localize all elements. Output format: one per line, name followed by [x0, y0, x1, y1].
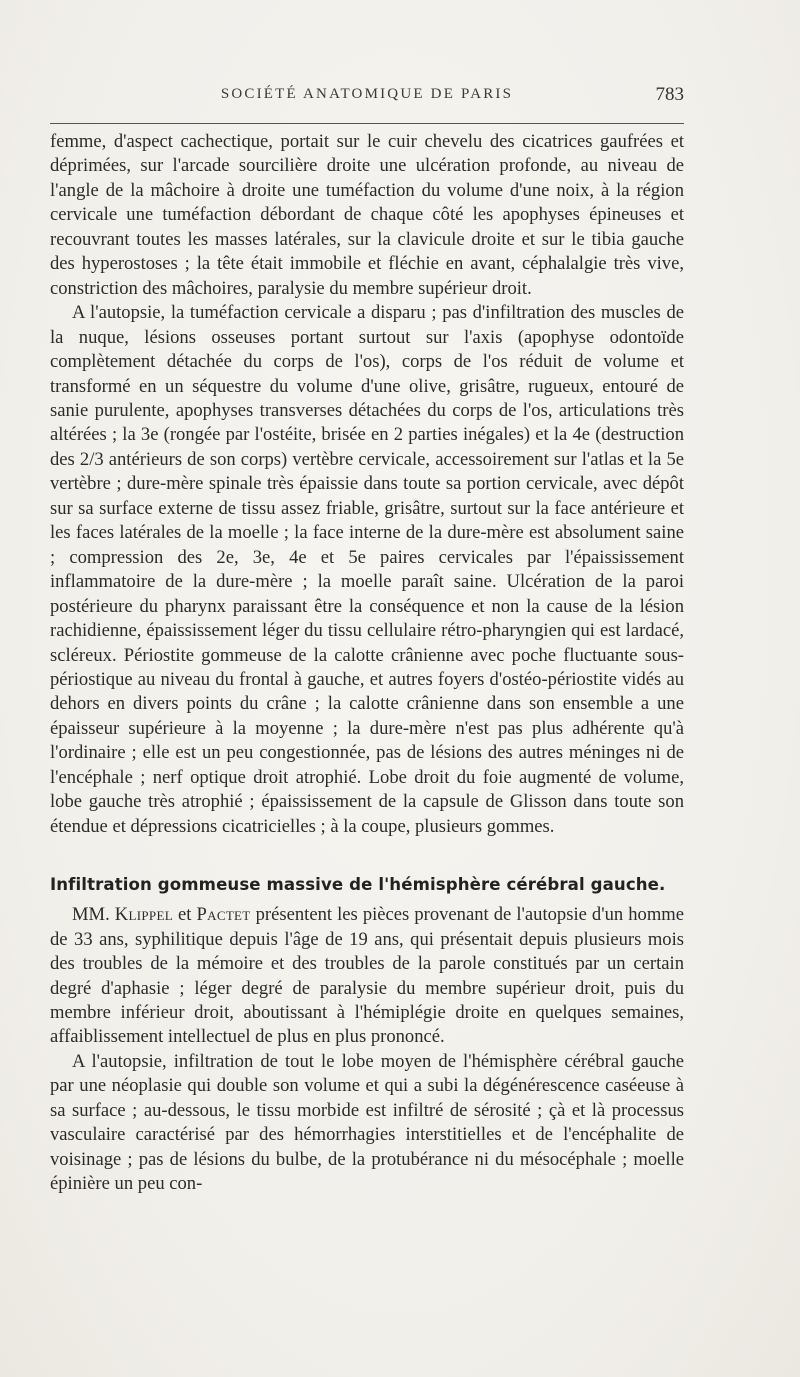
section-heading: Infiltration gommeuse massive de l'hémisphère cérébral gauche. — [50, 875, 666, 895]
author-name: Klippel — [114, 904, 173, 926]
case-presentation-paragraph — [50, 903, 684, 1050]
case-presentation-text: présentent les pièces provenant de l'autopsie d'un homme de 33 ans, syphilitique depuis l'âge de 19 ans, qui présentait depuis plusieurs mois des troubles de la mémoire et des troubles de la parole constitués par un certain degré d'aphasie ; léger degré de paralysie du membre supérieur droit, puis du membre inférieur droit, aboutissant à l'hémiplégie droite en quelques semaines, affaiblissement intellectuel de plus en plus prononcé. — [50, 904, 685, 1048]
page-number: 783 — [655, 84, 684, 105]
autopsy-brain-paragraph: A l'autopsie, infiltration de tout le lobe moyen de l'hémisphère cérébral gauche par une néoplasie qui double son volume et qui a subi la dégénérescence caséeuse à sa surface ; au-dessous, le tissu morbide est infiltré de sérosité ; çà et là processus vasculaire caractérisé par des hémorrhagies interstitielles et de l'encéphalite de voisinage ; pas de lésions du bulbe, de la protubérance ni du mésocéphale ; moelle épinière un peu con- — [50, 1050, 684, 1195]
case-description-paragraph: femme, d'aspect cachectique, portait sur le cuir chevelu des cicatrices gaufrées et déprimées, sur l'arcade sourcilière droite une ulcération profonde, au niveau de l'angle de la mâchoire à droite une tuméfaction du volume d'une noix, à la région cervicale une tuméfaction débordant de chaque côté les apophyses épineuses et recouvrant toutes les masses latérales, sur la clavicule droite et sur le tibia gauche des hyperostoses ; la tête était immobile et fléchie en avant, céphalalgie très vive, constriction des mâchoires, paralysie du membre supérieur droit. — [50, 131, 684, 299]
autopsy-findings-paragraph: A l'autopsie, la tuméfaction cervicale a disparu ; pas d'infiltration des muscles de la nuque, lésions osseuses portant surtout sur l'axis (apophyse odontoïde complètement détachée du corps de l'os), corps de l'os réduit de volume et transformé en un séquestre du volume d'une olive, grisâtre, rugueux, entouré de sanie purulente, apophyses transverses détachées du corps de l'os, articulations très altérées ; la 3e (rongée par l'ostéite, brisée en 2 parties inégales) et la 4e (destruction des 2/3 antérieurs de son corps) vertèbre cervicale, accessoirement sur l'atlas et la 5e vertèbre ; dure-mère spinale très épaissie dans toute sa portion cervicale, avec dépôt sur sa surface externe de tissu assez friable, grisâtre, surtout sur la face antérieure et les faces latérales de la moelle ; la face interne de la dure-mère est absolument saine ; compression des 2e, 3e, 4e et 5e paires cervicales par l'épaississement inflammatoire de la dure-mère ; la moelle paraît saine. Ulcération de la paroi postérieure du pharynx paraissant être la conséquence et non la cause de la lésion rachidienne, épaississement léger du tissu cellulaire rétro-pharyngien qui est lardacé, scléreux. Périostite gommeuse de la calotte crânienne avec poche fluctuante sous-périostique au niveau du frontal à gauche, et autres foyers d'ostéo-périostite vidés au dehors en divers points du crâne ; la calotte crânienne dans son ensemble a une épaisseur supérieure à la moyenne ; la dure-mère n'est pas plus adhérente qu'à l'ordinaire ; elle est un peu congestionnée, pas de lésions des autres méninges ni de l'encéphale ; nerf optique droit atrophié. Lobe droit du foie augmenté de volume, lobe gauche très atrophié ; épaississement de la capsule de Glisson dans toute son étendue et dépressions cicatricielles ; à la coupe, plusieurs gommes. — [50, 302, 684, 837]
page-body — [50, 130, 684, 1197]
header-rule — [50, 123, 684, 124]
running-title: SOCIÉTÉ ANATOMIQUE DE PARIS — [220, 86, 514, 102]
author-conjunction: et — [178, 904, 192, 926]
authors-prefix: MM. — [72, 904, 110, 926]
page-header — [50, 84, 684, 110]
author-name: Pactet — [196, 904, 251, 926]
